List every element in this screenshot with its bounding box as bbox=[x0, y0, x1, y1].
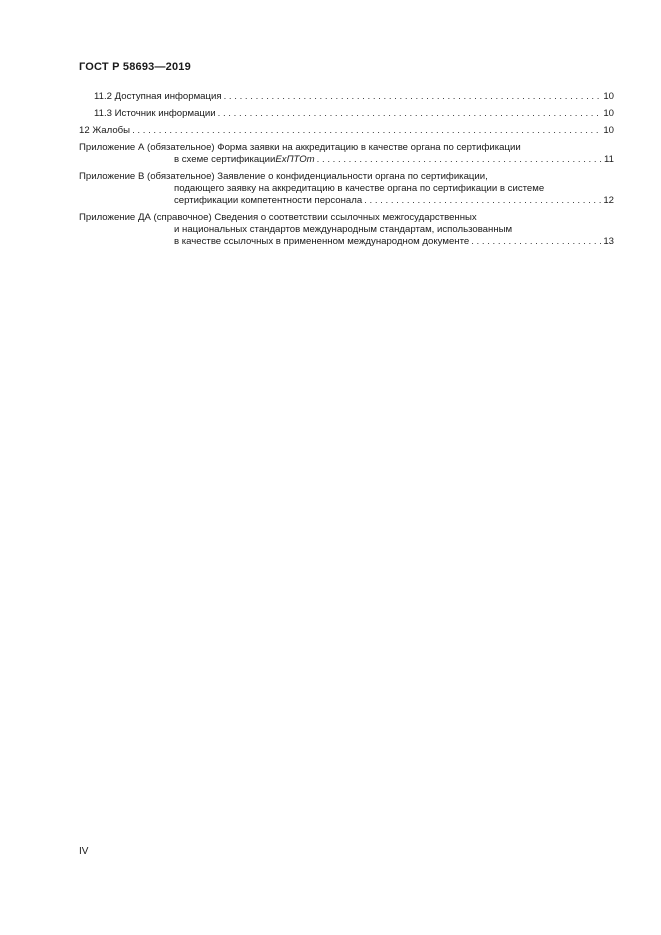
table-of-contents bbox=[79, 91, 614, 248]
toc-entry-11-3[interactable] bbox=[79, 108, 614, 120]
toc-entry-annex-a[interactable] bbox=[79, 142, 614, 166]
toc-entry-title: Доступная информация bbox=[114, 91, 222, 102]
toc-entry-number: 11.3 bbox=[94, 108, 112, 119]
toc-entry-page: 10 bbox=[603, 125, 614, 136]
toc-entry-page: 10 bbox=[603, 91, 614, 102]
toc-entry-number: 11.2 bbox=[94, 91, 112, 102]
annex-title-line3: в качестве ссылочных в примененном международном документе bbox=[174, 236, 470, 247]
dot-leader bbox=[364, 195, 601, 207]
dot-leader bbox=[132, 125, 601, 137]
toc-entry-title: Жалобы bbox=[92, 125, 131, 136]
toc-entry-11-2[interactable] bbox=[79, 91, 614, 103]
toc-entry-annex-b[interactable] bbox=[79, 171, 614, 207]
annex-prefix: Приложение bbox=[79, 212, 136, 223]
page-number: IV bbox=[79, 846, 89, 857]
document-standard-header: ГОСТ Р 58693—2019 bbox=[79, 61, 191, 73]
annex-prefix: Приложение bbox=[79, 142, 136, 153]
toc-entry-page: 13 bbox=[603, 236, 614, 247]
toc-entry-title: Источник информации bbox=[114, 108, 216, 119]
dot-leader bbox=[218, 108, 602, 120]
dot-leader bbox=[224, 91, 602, 103]
dot-leader bbox=[471, 236, 601, 248]
toc-entry-annex-da[interactable] bbox=[79, 212, 614, 248]
annex-title-line3: сертификации компетентности персонала bbox=[174, 195, 363, 206]
annex-title-line2: в схеме сертификации bbox=[174, 154, 276, 165]
annex-title-line1: В (обязательное) Заявление о конфиденциальности органа по сертификации, bbox=[137, 171, 488, 182]
annex-title-line1: ДА (справочное) Сведения о соответствии ссылочных межгосударственных bbox=[137, 212, 477, 223]
toc-entry-page: 11 bbox=[604, 154, 614, 165]
toc-entry-12[interactable] bbox=[79, 125, 614, 137]
annex-title-line2: подающего заявку на аккредитацию в качестве органа по сертификации в системе bbox=[174, 183, 545, 194]
annex-title-line2: и национальных стандартов международным стандартам, использованным bbox=[174, 224, 513, 235]
toc-entry-page: 10 bbox=[603, 108, 614, 119]
toc-entry-page: 12 bbox=[603, 195, 614, 206]
annex-title-line1: А (обязательное) Форма заявки на аккредитацию в качестве органа по сертификации bbox=[137, 142, 521, 153]
scheme-name: ExПТОт bbox=[275, 154, 315, 165]
dot-leader bbox=[317, 154, 602, 166]
annex-prefix: Приложение bbox=[79, 171, 136, 182]
toc-entry-number: 12 bbox=[79, 125, 90, 136]
